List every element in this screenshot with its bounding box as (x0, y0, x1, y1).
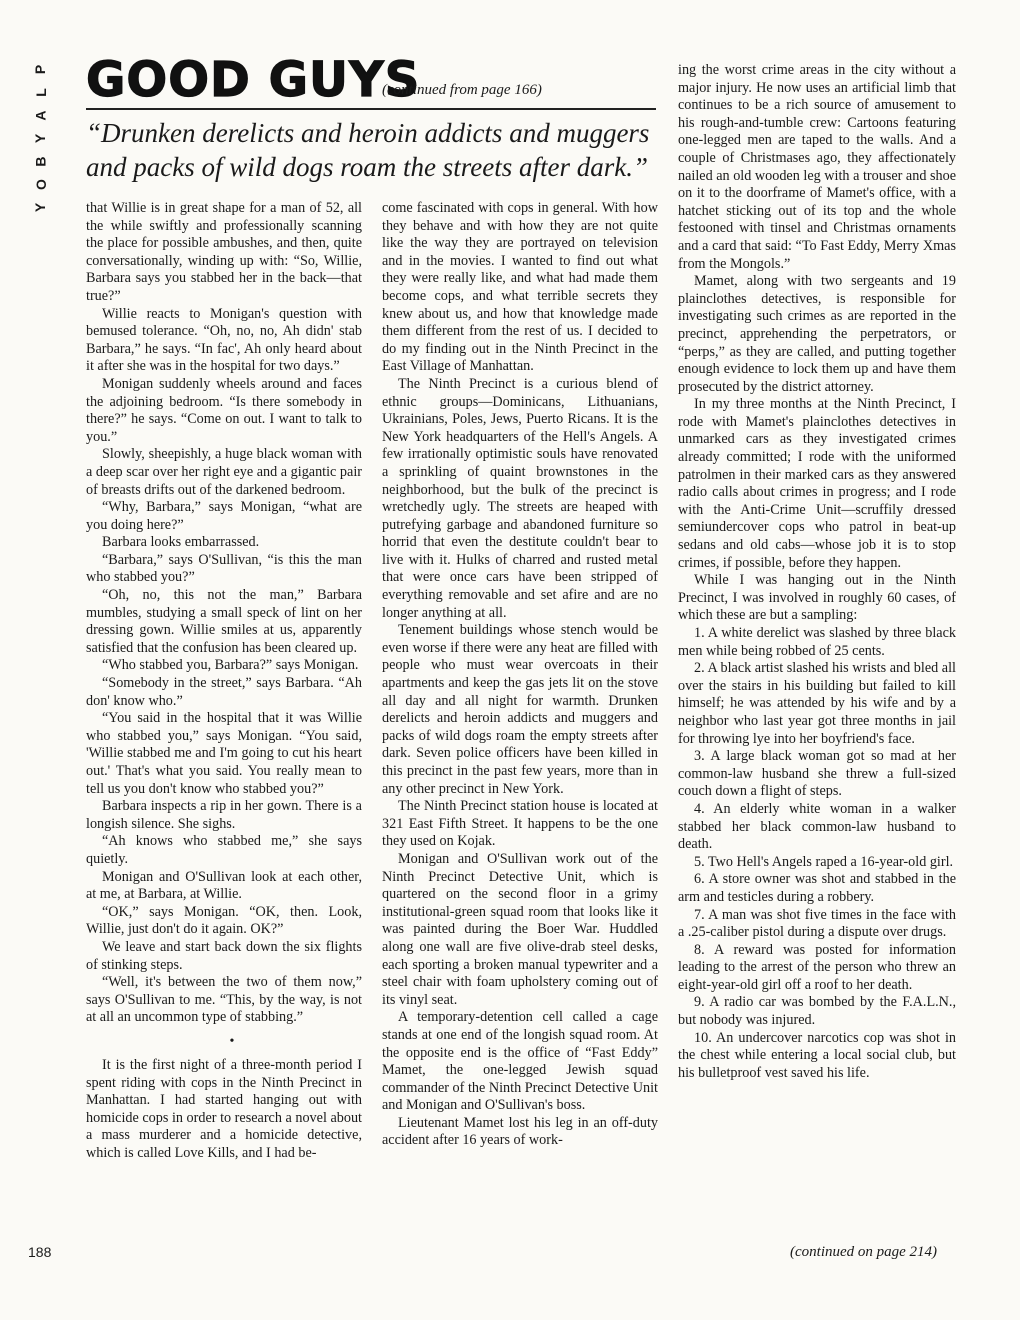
list-item: 2. A black artist slashed his wrists and bled all over the stairs in his building but failed to kill himself; he was attended by his wife and by a neighbor who last year got three months in jail for throwing lye into her boyfriend's face. (678, 660, 956, 747)
paragraph: In my three months at the Ninth Precinct, I rode with Mamet's plainclothes detectives in unmarked cars as they investigated crimes already committed; I rode with the uniformed patrolmen in their marked cars as they answered radio calls about crimes in progress; and I rode with the Anti-Crime Unit—scruffily dressed semiundercover cops who patrol in beat-up sedans and old cabs—whose job it is to stop crimes, if possible, before they happen. (678, 396, 956, 571)
paragraph: Slowly, sheepishly, a huge black woman with a deep scar over her right eye and a gigantic pair of breasts drifts out of the darkened bedroom. (86, 446, 362, 498)
paragraph: “Well, it's between the two of them now,” says O'Sullivan to me. “This, by the way, is not at all an uncommon type of stabbing.” (86, 974, 362, 1026)
paragraph: “Oh, no, this not the man,” Barbara mumbles, studying a small speck of lint on her dressing gown. Willie smiles at us, apparently satisfied that the confusion has been cleared up. (86, 587, 362, 656)
paragraph: ing the worst crime areas in the city without a major injury. He now uses an artificial limb that continues to be a rich source of amusement to his rough-and-tumble crew: Cartoons featuring one-legged men are taped to the walls. And a couple of Christmases ago, they affectionately nailed an old wooden leg with a trouser and shoe on it to the doorframe of Mamet's office, with a hatchet sticking out of its top and the whole festooned with tinsel and Christmas ornaments and a card that said: “To Fast Eddy, Merry Xmas from the Mongols.” (678, 62, 956, 272)
magazine-vertical-label (28, 58, 54, 219)
list-item: 1. A white derelict was slashed by three black men while being robbed of 25 cents. (678, 625, 956, 659)
vertical-letter: Y (32, 133, 49, 144)
page-number: 188 (28, 1244, 52, 1260)
paragraph: A temporary-detention cell called a cage stands at one end of the longish squad room. At the opposite end is the office of “Fast Eddy” Mamet, the one-legged Jewish squad commander of the Ninth Precinct Detective Unit and Monigan and O'Sullivan's boss. (382, 1009, 658, 1114)
list-item: 10. An undercover narcotics cop was shot in the chest while entering a local social club, but his bulletproof vest saved his life. (678, 1029, 956, 1081)
headline-rule (86, 108, 656, 110)
paragraph: Barbara inspects a rip in her gown. There is a longish silence. She sighs. (86, 798, 362, 832)
paragraph: “Ah knows who stabbed me,” she says quietly. (86, 833, 362, 867)
paragraph: “Barbara,” says O'Sullivan, “is this the man who stabbed you?” (86, 551, 362, 586)
paragraph: While I was hanging out in the Ninth Precinct, I was involved in roughly 60 cases, of which these are but a sampling: (678, 572, 956, 624)
paragraph: “Who stabbed you, Barbara?” says Monigan. (102, 657, 359, 674)
text-column-1 (86, 200, 362, 1162)
pull-quote: “Drunken derelicts and heroin addicts and muggers and packs of wild dogs roam the streets after dark.” (86, 118, 650, 182)
paragraph: Willie reacts to Monigan's question with bemused tolerance. “Oh, no, no, Ah didn' stab Barbara,” he says. “In fac', Ah only heard about it after she was in the hospital for two days.” (86, 305, 362, 375)
list-item: 6. A store owner was shot and stabbed in the arm and testicles during a robbery. (678, 871, 956, 905)
continued-from-note: (continued from page 166) (382, 82, 542, 98)
vertical-letter: L (32, 88, 49, 97)
vertical-letter: P (32, 64, 49, 75)
paragraph: Barbara looks embarrassed. (102, 534, 260, 551)
paragraph: Monigan and O'Sullivan work out of the Ninth Precinct Detective Unit, which is quartered on the second floor in a grimy institutional-green squad room that looks like it was painted during the Boer War. Huddled along one wall are five olive-drab steel desks, each sporting a broken manual typewriter and a steel chair with foam upholstery coming out of its vinyl seat. (382, 850, 658, 1008)
paragraph: come fascinated with cops in general. With how they behave and with how they are not quite like the way they are portrayed on television and in the movies. I wanted to find out what they were really like, and what had made them become cops, and what terrible secrets they knew about us, and how that knowledge made them different from the rest of us. I decided to do my finding out in the Ninth Precinct in the East Village of Manhattan. (382, 200, 658, 375)
paragraph: It is the first night of a three-month period I spent riding with cops in the Ninth Precinct in Manhattan. I had started hanging out with homicide cops in order to research a novel about a mass murderer and a homicide detective, which is called Love Kills, and I had be- (86, 1056, 362, 1161)
paragraph: Tenement buildings whose stench would be even worse if there were any heat are filled with people who must wear overcoats in their apartments and keep the gas jets lit on the stove all day and all night for warmth. Drunken derelicts and heroin addicts and muggers and packs of wild dogs roam the empty streets after dark. Seven police officers have been killed in this precinct in the past few years, more than in any other precinct in New York. (382, 622, 658, 797)
vertical-letter: O (32, 179, 49, 190)
paragraph: The Ninth Precinct is a curious blend of ethnic groups—Dominicans, Lithuanians, Ukrainians, Poles, Jews, Puerto Ricans. It is the New York headquarters of the Hell's Angels. A few irrationally optimistic souls have renovated a sprinkling of quaint brownstones in the neighborhood, but the bulk of the precinct is wretchedly ugly. The streets are heaped with putrefying garbage and abandoned furniture so horrid that even the destitute couldn't bear to live with it. Hulks of charred and rusted metal that were once cars have been stripped of everything removable and set afire and are no longer anything at all. (382, 375, 658, 621)
paragraph: “Why, Barbara,” says Monigan, “what are you doing here?” (86, 499, 362, 533)
vertical-letter: A (32, 110, 49, 121)
list-item: 8. A reward was posted for information leading to the arrest of the person who threw an eight-year-old girl off a roof to her death. (678, 941, 956, 993)
paragraph: “Somebody in the street,” says Barbara. “Ah don' know who.” (86, 675, 362, 709)
paragraph: Lieutenant Mamet lost his leg in an off-duty accident after 16 years of work- (382, 1114, 658, 1149)
list-item: 4. An elderly white woman in a walker stabbed her black common-law husband to death. (678, 800, 956, 853)
paragraph: that Willie is in great shape for a man of 52, all the while swiftly and professionally scanning the place for possible ambushes, and then, quite conversationally, winding up with: “So, Willie, Barbara says you stabbed her in the back—that true?” (86, 200, 362, 304)
article-headline: GOOD GUYS (86, 52, 421, 108)
vertical-letter: B (32, 156, 49, 167)
text-column-3 (678, 62, 956, 1082)
paragraph: Mamet, along with two sergeants and 19 plainclothes detectives, is responsible for investigating such crimes as are reported in the precinct, apprehending the perpetrators, or “perps,” as they are called, and putting together enough evidence to lock them up and have them prosecuted by the district attorney. (678, 273, 956, 395)
continued-on-note: (continued on page 214) (790, 1244, 938, 1260)
list-item: 9. A radio car was bombed by the F.A.L.N., but nobody was injured. (678, 994, 956, 1029)
list-item: 5. Two Hell's Angels raped a 16-year-old girl. (694, 853, 954, 870)
list-item: 7. A man was shot five times in the face with a .25-caliber pistol during a dispute over drugs. (678, 906, 956, 941)
text-column-2 (382, 200, 658, 1150)
list-item: 3. A large black woman got so mad at her common-law husband she threw a full-sized couch down a flight of steps. (678, 748, 956, 800)
paragraph: “OK,” says Monigan. “OK, then. Look, Willie, just don't do it again. OK?” (86, 903, 362, 938)
paragraph: We leave and start back down the six flights of stinking steps. (86, 938, 362, 973)
paragraph: “You said in the hospital that it was Willie who stabbed you,” says Monigan. “You said, 'Willie stabbed me and I'm going to cut his heart out.' That's what you said. You really mean to tell us you don't know who stabbed you?” (86, 710, 362, 797)
paragraph: Monigan and O'Sullivan look at each other, at me, at Barbara, at Willie. (86, 868, 362, 903)
paragraph: Monigan suddenly wheels around and faces the adjoining bedroom. “Is there somebody in there?” he says. “Come on out. I want to talk to you.” (86, 375, 362, 445)
vertical-letter: Y (32, 202, 49, 213)
section-break-bullet: • (229, 1033, 235, 1049)
paragraph: The Ninth Precinct station house is located at 321 East Fifth Street. It happens to be the one they used on Kojak. (382, 798, 658, 850)
